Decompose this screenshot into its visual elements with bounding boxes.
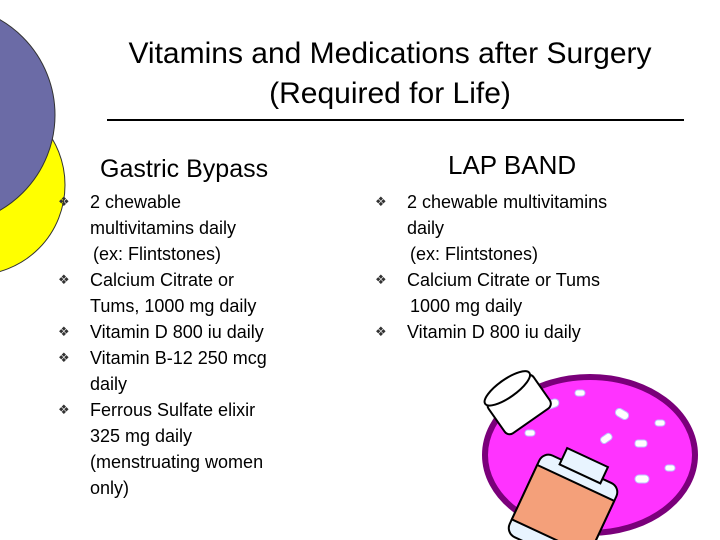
gastric-bypass-item-line: Ferrous Sulfate elixir (90, 400, 256, 420)
lap-band-item-line: 2 chewable multivitamins (407, 192, 608, 212)
bullet-icon: ❖ (58, 402, 70, 417)
gastric-bypass-item (58, 267, 315, 319)
lap-band-item-line: 1000 mg daily (410, 296, 523, 316)
gastric-bypass-item-line: daily (90, 374, 128, 394)
bullet-icon: ❖ (375, 194, 387, 209)
gastric-bypass-item-line: Vitamin B-12 250 mcg (90, 348, 267, 368)
lap-band-item-line: daily (407, 218, 445, 238)
lap-band-item-line: (ex: Flintstones) (410, 244, 539, 264)
title-line-2: (Required for Life) (269, 77, 511, 110)
lap-band-item (375, 267, 677, 319)
bullet-icon: ❖ (58, 272, 70, 287)
gastric-bypass-item-line: Vitamin D 800 iu daily (90, 322, 264, 342)
gastric-bypass-item-line: multivitamins daily (90, 218, 237, 238)
lap-band-heading: LAP BAND (448, 150, 577, 180)
gastric-bypass-item-line: Tums, 1000 mg daily (90, 296, 257, 316)
gastric-bypass-item (58, 319, 315, 345)
gastric-bypass-item-line: 325 mg daily (90, 426, 193, 446)
gastric-bypass-heading: Gastric Bypass (100, 155, 269, 183)
gastric-bypass-list (58, 189, 315, 501)
slide-title (60, 34, 720, 114)
bullet-icon: ❖ (375, 272, 387, 287)
lap-band-item (375, 189, 677, 267)
gastric-bypass-item-line: only) (90, 478, 130, 498)
gastric-bypass-item (58, 189, 315, 267)
gastric-bypass-item-line: 2 chewable (90, 192, 182, 212)
gastric-bypass-item-line: Calcium Citrate or (90, 270, 235, 290)
title-divider (107, 119, 684, 121)
lap-band-item-line: Calcium Citrate or Tums (407, 270, 601, 290)
gastric-bypass-item-line: (ex: Flintstones) (93, 244, 222, 264)
gastric-bypass-item-line: (menstruating women (90, 452, 264, 472)
title-line-1: Vitamins and Medications after Surgery (128, 37, 652, 70)
gastric-bypass-item (58, 345, 315, 397)
lap-band-item (375, 319, 677, 345)
gastric-bypass-item (58, 397, 315, 501)
lap-band-list (375, 189, 677, 345)
pill-bottle-illustration (465, 370, 715, 540)
bullet-icon: ❖ (375, 324, 387, 339)
bullet-icon: ❖ (58, 194, 70, 209)
lap-band-item-line: Vitamin D 800 iu daily (407, 322, 581, 342)
bullet-icon: ❖ (58, 350, 70, 365)
bullet-icon: ❖ (58, 324, 70, 339)
